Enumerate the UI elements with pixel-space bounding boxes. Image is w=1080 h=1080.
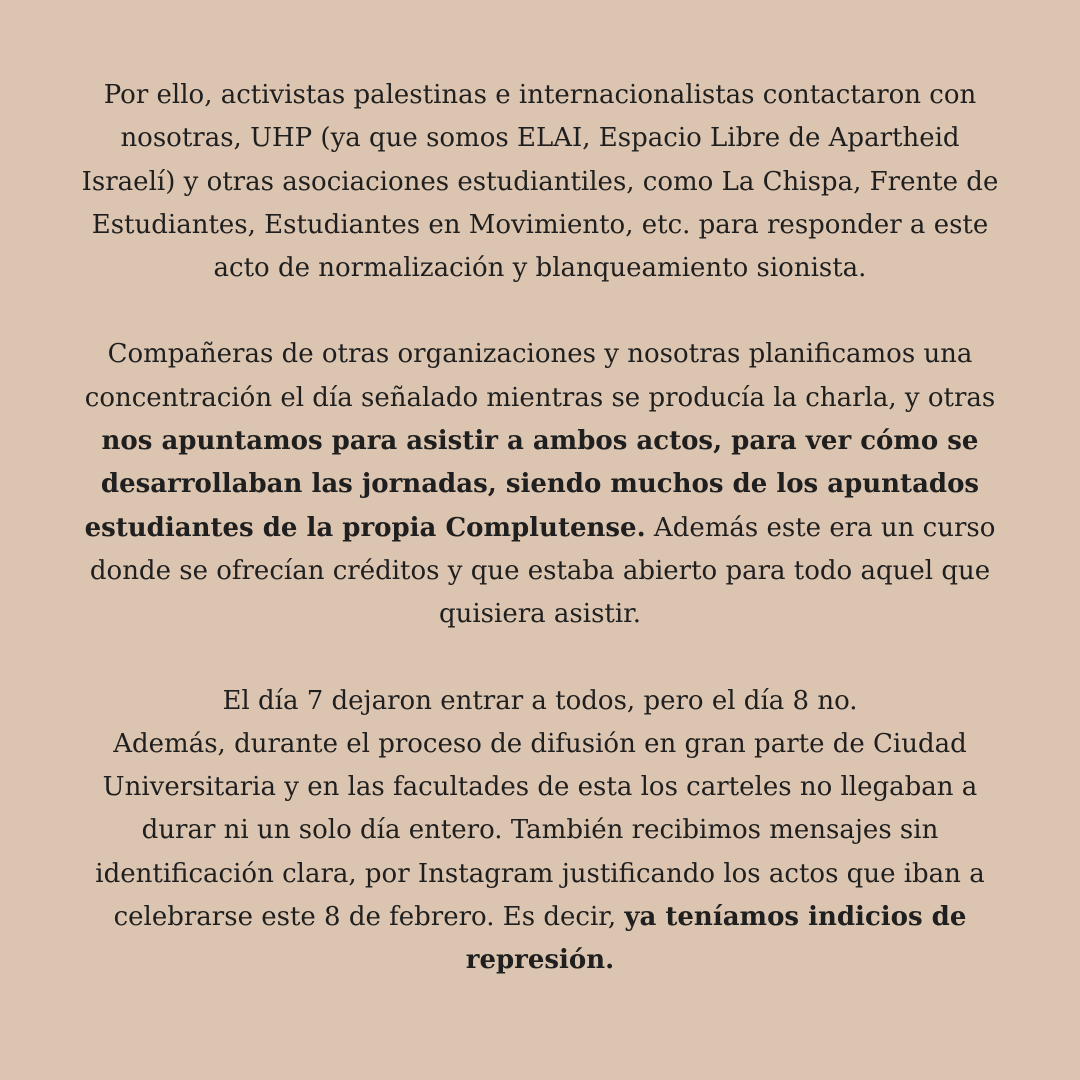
text-line — [60, 117, 1020, 160]
paragraph-2 — [60, 333, 1020, 636]
text-run: acto de normalización y blanqueamiento sionista. — [213, 253, 867, 284]
text-run: Compañeras de otras organizaciones y nosotras planificamos una — [107, 339, 973, 370]
text-run: Por ello, activistas palestinas e internacionalistas contactaron con — [103, 80, 977, 110]
text-run: durar ni un solo día entero. También recibimos mensajes sin — [141, 815, 939, 846]
text-run: nosotras, UHP (ya que somos ELAI, Espacio Libre de Apartheid — [120, 123, 960, 154]
bold-text-run: ya teníamos indicios de — [624, 902, 967, 933]
text-line — [60, 74, 1020, 117]
text-line — [60, 680, 1020, 723]
bold-text-run: desarrollaban las jornadas, siendo muchos de los apuntados — [100, 469, 980, 500]
bold-text-run: nos apuntamos para asistir a ambos actos, para ver cómo se — [101, 426, 979, 457]
text-run: quisiera asistir. — [438, 599, 642, 630]
text-line — [60, 939, 1020, 982]
text-run: El día 7 dejaron entrar a todos, pero el día 8 no. — [222, 685, 858, 716]
text-line — [60, 247, 1020, 290]
text-line — [60, 550, 1020, 593]
text-run: Además este era un curso — [645, 512, 996, 543]
text-line — [60, 161, 1020, 204]
text-line — [60, 896, 1020, 939]
text-line — [60, 333, 1020, 376]
text-run: Universitaria y en las facultades de esta los carteles no llegaban a — [102, 772, 978, 803]
bold-text-run: estudiantes de la propia Complutense. — [84, 512, 646, 543]
text-line — [60, 204, 1020, 247]
text-line — [60, 853, 1020, 896]
text-line — [60, 420, 1020, 463]
text-run: Además, durante el proceso de difusión en gran parte de Ciudad — [113, 728, 967, 759]
text-line — [60, 593, 1020, 636]
text-line — [60, 463, 1020, 506]
paragraph-1 — [60, 74, 1020, 290]
text-line — [60, 723, 1020, 766]
text-line — [60, 766, 1020, 809]
paragraph-3 — [60, 680, 1020, 983]
text-run: Estudiantes, Estudiantes en Movimiento, etc. para responder a este — [91, 209, 989, 240]
text-run: celebrarse este 8 de febrero. Es decir, — [113, 902, 625, 933]
text-line — [60, 377, 1020, 420]
text-line — [60, 507, 1020, 550]
text-run: donde se ofrecían créditos y que estaba abierto para todo aquel que — [89, 555, 991, 586]
text-line — [60, 809, 1020, 852]
bold-text-run: represión. — [465, 945, 615, 976]
text-run: Israelí) y otras asociaciones estudiantiles, como La Chispa, Frente de — [81, 166, 999, 197]
text-run: concentración el día señalado mientras se producía la charla, y otras — [84, 382, 996, 413]
text-run: identificación clara, por Instagram justificando los actos que iban a — [95, 858, 985, 889]
